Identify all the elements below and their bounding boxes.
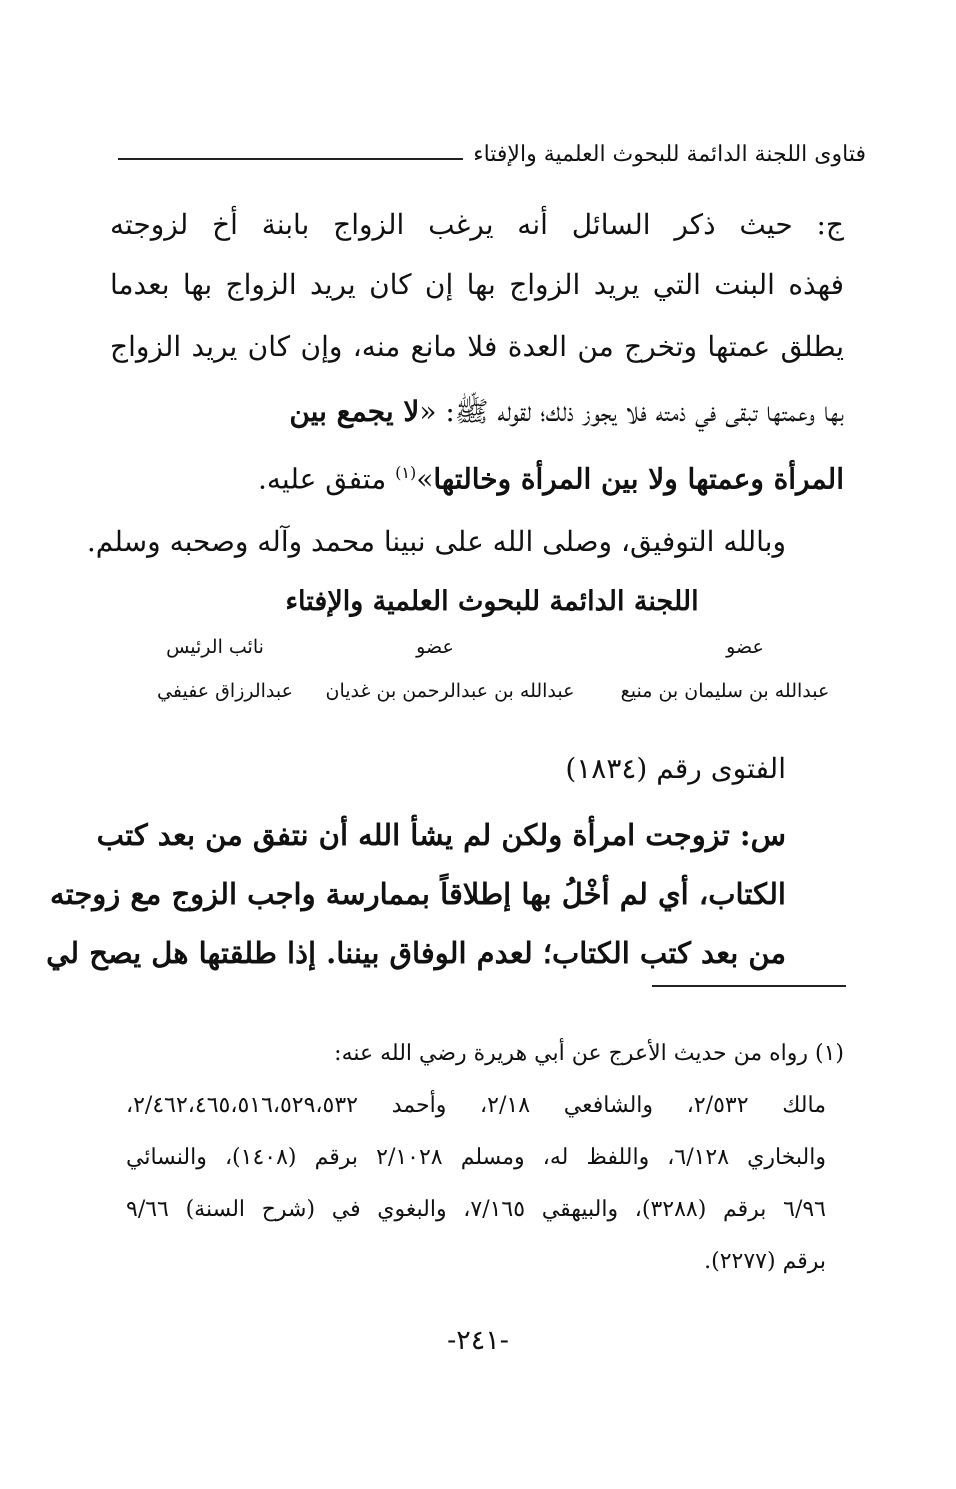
question-line-2: الكتاب، أي لم أخْلُ بها إطلاقاً بممارسة واجب الزوج مع زوجته [50,877,786,911]
member-1-name: عبدالله بن سليمان بن منيع [620,680,830,702]
running-header [118,138,866,178]
footnote-line-1: (١) رواه من حديث الأعرج عن أبي هريرة رضي الله عنه: [334,1041,844,1066]
answer-line-3: يطلق عمتها وتخرج من العدة فلا مانع منه، وإن كان يريد الزواج [110,330,844,363]
closing-line: وبالله التوفيق، وصلى الله على نبينا محمد وآله وصحبه وسلم. [86,525,786,558]
running-header-title: فتاوى اللجنة الدائمة للبحوث العلمية والإفتاء [473,142,866,167]
footnote-ref: (١) [395,463,417,482]
fatwa-number: الفتوى رقم (١٨٣٤) [565,752,786,785]
footnote-line-5: برقم (٢٢٧٧). [704,1249,826,1274]
answer-line-1: ج: حيث ذكر السائل أنه يرغب الزواج بابنة أخ لزوجته [110,208,844,241]
hadith-quote-part-2: المرأة وعمتها ولا بين المرأة وخالتها [433,462,844,496]
answer-line-5 [110,453,844,499]
member-2-role: عضو [416,636,454,658]
answer-line-4 [110,392,844,432]
quote-close: » [416,462,434,496]
question-line-3: من بعد كتب الكتاب؛ لعدم الوفاق بيننا. إذا طلقتها هل يصح لي [46,936,786,970]
question-line-1: س: تزوجت امرأة ولكن لم يشأ الله أن نتفق من بعد كتب [96,818,786,852]
answer-line-2: فهذه البنت التي يريد الزواج بها إن كان يريد الزواج بها بعدما [110,268,844,301]
footnote-line-3: والبخاري ٦/١٢٨، واللفظ له، ومسلم ٢/١٠٢٨ برقم (١٤٠٨)، والنسائي [126,1145,826,1170]
hadith-quote-part-1: لا يجمع بين [289,395,420,428]
answer-line-4-text: بها وعمتها تبقى في ذمته فلا يجوز ذلك؛ لقوله ﷺ: « [419,395,844,428]
member-2-name: عبدالله بن عبدالرحمن بن غديان [325,680,575,702]
footnote-line-2: مالك ٢/٥٣٢، والشافعي ٢/١٨، وأحمد ٢/٤٦٢،٤٦٥،٥١٦،٥٢٩،٥٣٢، [126,1093,826,1118]
committee-title: اللجنة الدائمة للبحوث العلمية والإفتاء [285,586,699,617]
header-rule [118,158,463,160]
footnote-line-4: ٦/٩٦ برقم (٣٢٨٨)، والبيهقي ٧/١٦٥، والبغوي في (شرح السنة) ٩/٦٦ [126,1197,826,1222]
page-number: -٢٤١- [447,1325,509,1356]
footnote-rule [652,985,846,987]
member-1-role: عضو [726,636,764,658]
member-3-name: عبدالرزاق عفيفي [157,680,293,702]
answer-line-5-suffix: متفق عليه. [257,462,396,496]
member-3-role: نائب الرئيس [166,636,264,658]
